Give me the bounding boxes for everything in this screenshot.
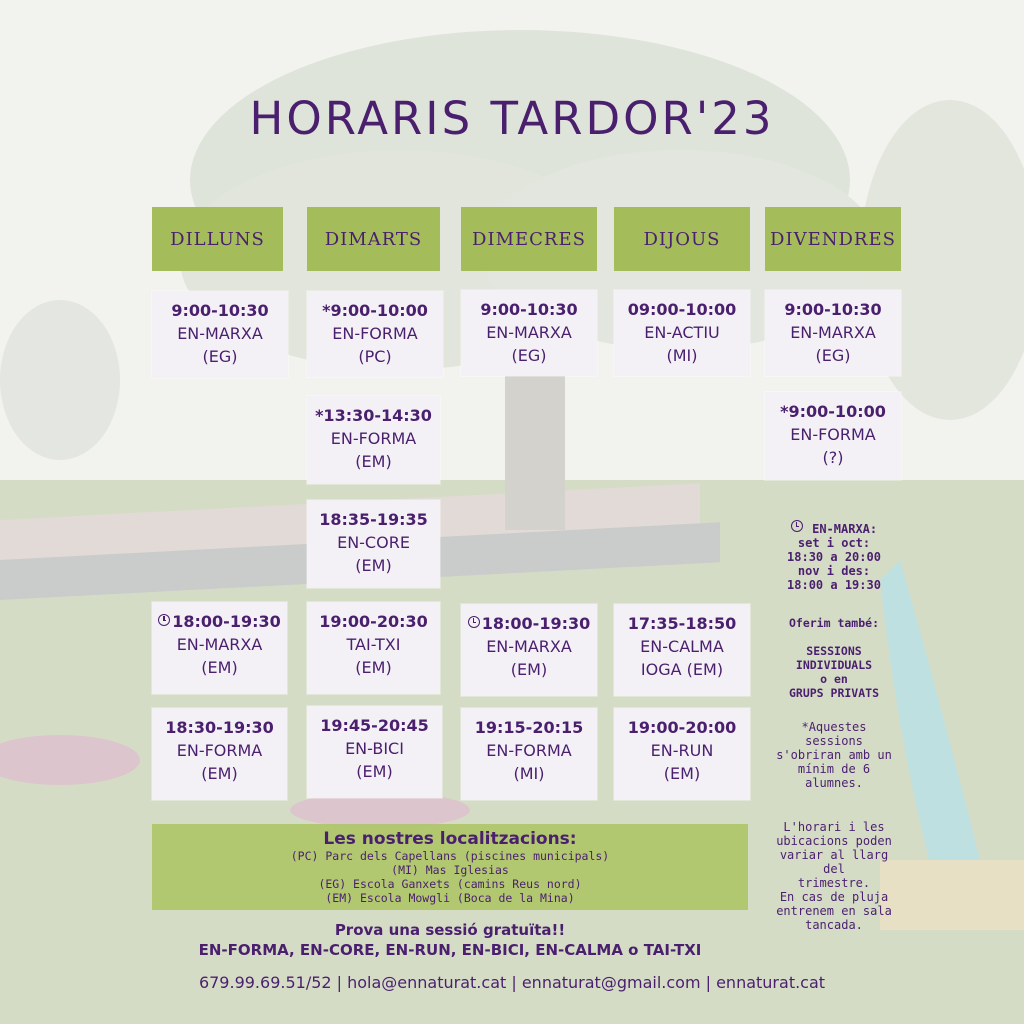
note-line: L'horari i les [783,820,885,834]
session-card [307,706,442,798]
session-card [461,604,597,696]
session-card [765,290,901,376]
session-time: 18:35-19:35 [319,510,428,529]
session-name: EN-MARXA [176,635,263,654]
session-time: 19:00-20:30 [319,612,428,631]
session-name: EN-FORMA [176,741,263,760]
session-card [307,396,440,484]
session-name: EN-CORE [337,533,410,552]
session-location: (EM) [201,764,238,783]
note-line: set i oct: [797,536,871,550]
note-line: SESSIONS [806,644,862,658]
promo-line-1: Prova una sessió gratuïta!! [334,921,566,939]
session-time: 9:00-10:30 [784,300,882,319]
session-card [152,708,287,800]
session-location: (EM) [201,658,238,677]
session-card [614,708,750,800]
session-time: 18:30-19:30 [165,718,274,737]
day-header-dijous: DIJOUS [614,207,750,271]
location-item: (MI) Mas Iglesias [391,863,509,877]
session-card [307,602,440,694]
session-location: (EG) [511,346,547,365]
session-location: (EM) [355,452,392,471]
location-item: (EG) Escola Ganxets (camins Reus nord) [318,877,582,891]
session-card [614,290,750,376]
schedule-info-note [766,820,902,932]
session-time: 19:15-20:15 [474,718,584,737]
session-card [307,291,443,377]
clock-icon [791,520,803,532]
session-time: 19:45-20:45 [320,716,429,735]
session-time: *13:30-14:30 [315,406,432,425]
session-name: EN-MARXA [177,324,263,343]
session-card [765,392,901,480]
session-name: EN-CALMA [640,637,724,656]
session-card [152,602,287,694]
session-location: (EM) [356,762,393,781]
note-line: 18:30 a 20:00 [787,550,881,564]
note-line: mínim de 6 [797,762,871,776]
note-line: o en [820,672,848,686]
session-card [461,290,597,376]
session-time: 09:00-10:00 [627,300,737,319]
note-line: entrenem en sala [776,904,892,918]
session-time: *9:00-10:00 [322,301,428,320]
note-line: En cas de pluja [779,890,889,904]
note-line: trimestre. [797,876,871,890]
en-marxa-note [766,520,902,592]
session-name: EN-MARXA [486,323,572,342]
note-line: EN-MARXA: [812,522,878,536]
promo-line-2: EN-FORMA, EN-CORE, EN-RUN, EN-BICI, EN-CALMA o TAI-TXI [198,941,702,959]
session-card [461,708,597,800]
locations-title: Les nostres localitzacions: [323,829,577,849]
session-location: (MI) [513,764,545,783]
session-time: 19:00-20:00 [627,718,737,737]
session-location: (EG) [202,347,238,366]
session-name: EN-FORMA [790,425,876,444]
note-line: GRUPS PRIVATS [788,686,879,700]
day-header-dimarts: DIMARTS [307,207,440,271]
day-header-divendres: DIVENDRES [765,207,901,271]
session-location: (EM) [663,764,701,783]
minimum-note [766,720,902,790]
session-card [614,604,750,696]
note-line: variar al llarg del [779,848,889,876]
session-time: 18:00-19:30 [172,612,281,631]
note-line: sessions [805,734,863,748]
locations-panel [152,824,748,910]
session-name: EN-RUN [650,741,714,760]
clock-icon [158,614,170,626]
clock-icon [468,616,480,628]
session-location: (EM) [355,658,392,677]
session-time: *9:00-10:00 [780,402,886,421]
note-line: s'obriran amb un [776,748,892,762]
session-location: (?) [822,448,844,467]
note-line: nov i des: [797,564,871,578]
session-time: 9:00-10:30 [480,300,578,319]
page-title: HORARIS TARDOR'23 [249,92,775,145]
session-name: EN-ACTIU [644,323,720,342]
session-name: EN-MARXA [486,637,572,656]
note-line: alumnes. [805,776,863,790]
note-title: Oferim també: [788,616,879,630]
session-time: 18:00-19:30 [481,614,591,633]
session-location: (PC) [358,347,392,366]
session-card [307,500,440,588]
also-offer-note [766,616,902,700]
session-location: (MI) [666,346,698,365]
location-item: (EM) Escola Mowgli (Boca de la Mina) [325,891,575,905]
session-name: TAI-TXI [346,635,401,654]
note-line: *Aquestes [801,720,867,734]
note-line: INDIVIDUALS [795,658,873,672]
session-name: EN-FORMA [330,429,417,448]
session-name: EN-BICI [345,739,404,758]
session-location: (EM) [355,556,392,575]
session-location: (EG) [815,346,851,365]
session-card [152,291,288,378]
session-time: 17:35-18:50 [627,614,737,633]
session-name: EN-MARXA [790,323,876,342]
note-line: ubicacions poden [776,834,892,848]
day-header-dimecres: DIMECRES [461,207,597,271]
contact-line: 679.99.69.51/52 | hola@ennaturat.cat | ennaturat@gmail.com | ennaturat.cat [198,973,826,992]
session-time: 9:00-10:30 [171,301,269,320]
note-line: tancada. [805,918,863,932]
session-location: (EM) [510,660,548,679]
location-item: (PC) Parc dels Capellans (piscines municipals) [290,849,610,863]
day-header-dilluns: DILLUNS [152,207,283,271]
session-name: EN-FORMA [486,741,572,760]
session-location: IOGA (EM) [640,660,724,679]
session-name: EN-FORMA [332,324,418,343]
note-line: 18:00 a 19:30 [787,578,881,592]
free-session-promo [152,920,748,960]
